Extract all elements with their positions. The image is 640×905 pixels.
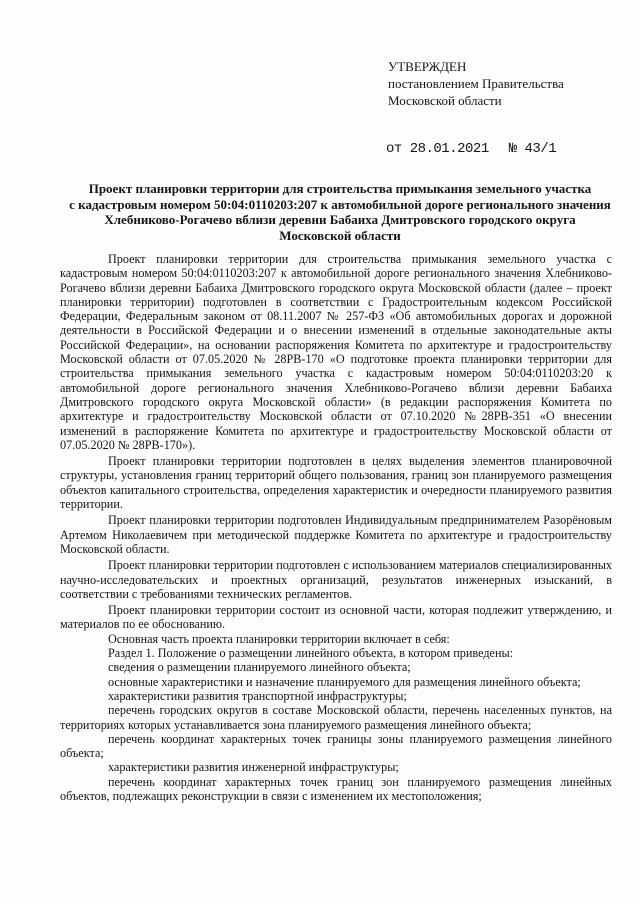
paragraph: Проект планировки территории подготовлен Индивидуальным предпринимателем Разорёновым Артемом Николаевичем при методической поддержке Комитета по архитектуре и градостроительству Московской области.: [60, 513, 612, 556]
order-reference: [386, 141, 556, 157]
list-item: перечень координат характерных точек границы зоны планируемого размещения линейного объекта;: [60, 731, 612, 761]
title-line-1: Проект планировки территории для строительства примыкания земельного участка: [88, 181, 592, 196]
order-number: № 43/1: [508, 141, 557, 157]
list-item: сведения о размещении планируемого линейного объекта;: [108, 660, 411, 675]
document-body: [60, 252, 612, 803]
order-date: от 28.01.2021: [386, 141, 489, 157]
list-item: перечень координат характерных точек границ зон планируемого размещения линейных объектов, подлежащих реконструкции в связи с изменением их местоположения;: [60, 774, 612, 803]
list-item: характеристики развития инженерной инфраструктуры;: [108, 760, 399, 775]
approval-heading: УТВЕРЖДЕН: [388, 59, 467, 74]
approval-block: [388, 58, 564, 109]
approval-line-3: Московской области: [388, 93, 502, 108]
paragraph: Проект планировки территории подготовлен с использованием материалов специализированных научно-исследовательских и проектных организаций, результатов инженерных изысканий, в соответствии с требованиями технических регламентов.: [60, 558, 612, 601]
paragraph: Основная часть проекта планировки территории включает в себя:: [108, 631, 450, 646]
list-item: основные характеристики и назначение планируемого для размещения линейного объекта;: [108, 674, 581, 689]
list-item: характеристики развития транспортной инфраструктуры;: [108, 688, 407, 703]
title-line-4: Московской области: [279, 227, 401, 243]
title-line-2: с кадастровым номером 50:04:0110203:207 к автомобильной дороге регионального значения: [69, 196, 611, 212]
paragraph: Проект планировки территории подготовлен в целях выделения элементов планировочной структуры, установления границ территорий общего пользования, границ зон планируемого размещения объектов капитального строительства, определения характеристик и очередности планируемого развития территории.: [60, 454, 612, 512]
paragraph: Проект планировки территории состоит из основной части, которая подлежит утверждению, и материалов по ее обоснованию.: [60, 603, 612, 632]
title-line-3: Хлебниково-Рогачево вблизи деревни Бабаиха Дмитровского городского округа: [104, 212, 576, 227]
paragraph: Проект планировки территории для строительства примыкания земельного участка с кадастровым номером 50:04:0110203:207 к автомобильной дороге регионального значения Хлебниково-Рогачево вблизи деревни Бабаиха Дмитровского городского округа Московской области (далее – проект планировки территории) подготовлен в соответствии с Градостроительным кодексом Российской Федерации, Федеральным законом от 08.11.2007 № 257-ФЗ «Об автомобильных дорогах и дорожной деятельности в Российской Федерации и о внесении изменений в отдельные законодательные акты Российской Федерации», на основании распоряжения Комитета по архитектуре и градостроительству Московской области от 07.05.2020 № 28РВ-170 «О подготовке проекта планировки территории для строительства примыкания земельного участка с кадастровым номером 50:04:0110203:20 к автомобильной дороге регионального значения Хлебниково-Рогачево вблизи деревни Бабаиха Дмитровского городского округа Московской области» (в редакции распоряжения Комитета по архитектуре и градостроительству Московской области от 07.10.2020 №28РВ-351 «О внесении изменений в распоряжение Комитета по архитектуре и градостроительству Московской области от 07.05.2020 № 28РВ-170»).: [60, 252, 612, 452]
section-heading: Раздел 1. Положение о размещении линейного объекта, в котором приведены:: [108, 646, 514, 661]
approval-line-2: постановлением Правительства: [388, 76, 564, 91]
document-title: [60, 181, 620, 243]
list-item: перечень городских округов в составе Московской области, перечень населенных пунктов, на территориях которых устанавливается зона планируемого размещения линейного объекта;: [60, 703, 612, 732]
